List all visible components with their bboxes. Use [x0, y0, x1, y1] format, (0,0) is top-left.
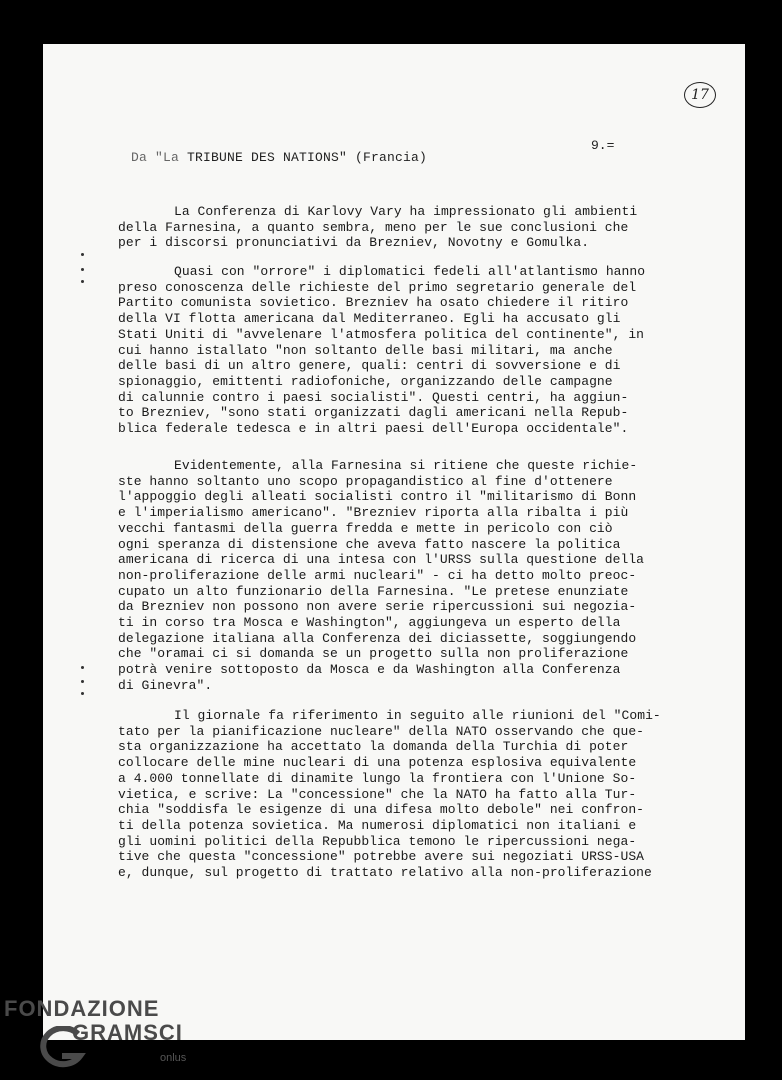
- source-prefix: Da "La: [131, 150, 188, 165]
- watermark-onlus: onlus: [160, 1052, 187, 1064]
- margin-mark: [81, 666, 84, 669]
- paragraph-1: La Conferenza di Karlovy Vary ha impressionato gli ambienti della Farnesina, a quanto sembra, meno per le sue conclusioni che per i discorsi pronunciativi da Brezniev, Novotny e Gomulka.: [118, 204, 638, 251]
- margin-mark: [81, 680, 84, 683]
- handwritten-page-number: 17: [684, 82, 716, 108]
- typed-page-marker: 9.=: [591, 138, 615, 153]
- document-page: [43, 44, 745, 1040]
- margin-mark: [81, 280, 84, 283]
- margin-mark: [81, 692, 84, 695]
- paragraph-4: Il giornale fa riferimento in seguito alle riunioni del "Comi- tato per la pianificazione nucleare" della NATO osservando che que- sta organizzazione ha accettato la domanda della Turchia di poter collocare delle mine nucleari di una potenza esplosiva equivalente a 4.000 tonnellate di dinamite lungo la frontiera con l'Unione So- vietica, e scrive: La "concessione" che la NATO ha fatto alla Tur- chia "soddisfa le esigenze di una difesa molto debole" nei confron- ti della potenza sovietica. Ma numerosi diplomatici non italiani e gli uomini politici della Repubblica temono le ripercussioni nega- tive che questa "concessione" potrebbe avere sui negoziati URSS-USA e, dunque, sul progetto di trattato relativo alla non-proliferazione: [118, 708, 661, 881]
- source-heading: [131, 150, 427, 165]
- margin-mark: [81, 253, 84, 256]
- paragraph-2: Quasi con "orrore" i diplomatici fedeli all'atlantismo hanno preso conoscenza delle richieste del primo segretario generale del Partito comunista sovietico. Brezniev ha osato chiedere il ritiro della VI flotta americana dal Mediterraneo. Egli ha accusato gli Stati Uniti di "avvelenare l'atmosfera politica del continente", in cui hanno istallato "non soltanto delle basi militari, ma anche delle basi di un altro genere, quali: centri di sovversione e di spionaggio, emittenti radiofoniche, organizzando delle campagne di calunnie contro i paesi socialisti". Questi centri, ha aggiun- to Brezniev, "sono stati organizzati dagli americani nella Repub- blica federale tedesca e in altri paesi dell'Europa occidentale".: [118, 264, 646, 437]
- fondazione-gramsci-watermark: [4, 996, 204, 1076]
- paragraph-3: Evidentemente, alla Farnesina si ritiene che queste richie- ste hanno soltanto uno scopo propagandistico al fine d'ottenere l'appoggio degli alleati socialisti contro il "militarismo di Bonn e l'imperialismo americano". "Brezniev riporta alla ribalta i più vecchi fantasmi della guerra fredda e mette in pericolo con ciò ogni speranza di distensione che aveva fatto nascere la politica americana di ricerca di una intesa con l'URSS sulla questione della non-proliferazione delle armi nucleari" - ci ha detto molto preoc- cupato un alto funzionario della Farnesina. "Le pretese enunziate da Brezniev non possono non avere serie ripercussioni sui negozia- ti in corso tra Mosca e Washington", aggiungeva un esperto della delegazione italiana alla Conferenza dei diciassette, soggiungendo che "oramai ci si domanda se un progetto sulla non proliferazione potrà venire sottoposto da Mosca e da Washington alla Conferenza di Ginevra".: [118, 458, 645, 693]
- source-title: TRIBUNE DES NATIONS" (Francia): [187, 150, 428, 165]
- watermark-subtitle: GRAMSCI: [72, 1020, 183, 1045]
- margin-mark: [81, 268, 84, 271]
- watermark-title: FONDAZIONE: [4, 996, 160, 1021]
